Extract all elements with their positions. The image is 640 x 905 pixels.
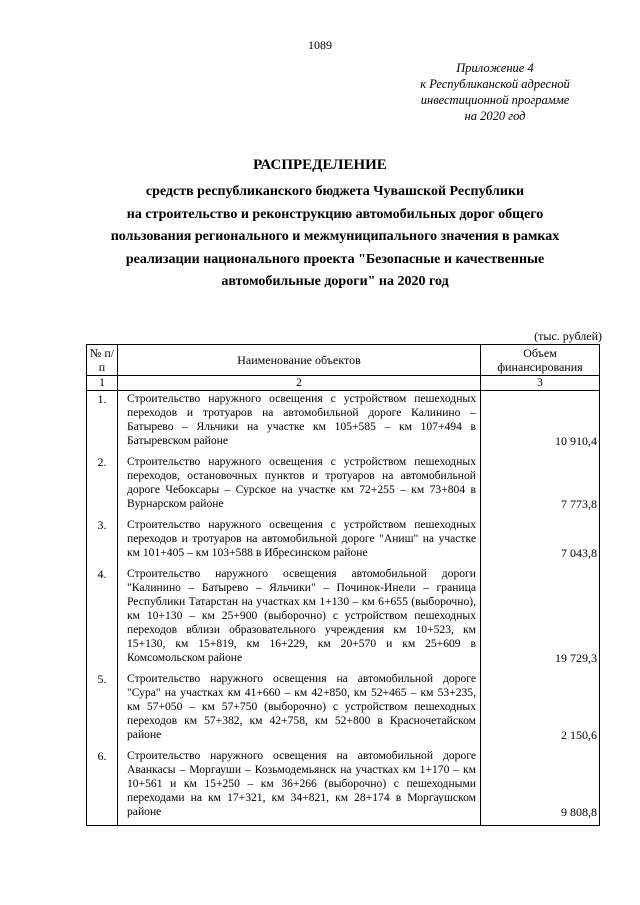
- appendix-line: на 2020 год: [464, 109, 526, 123]
- appendix-line: Приложение 4: [456, 61, 534, 75]
- header-name: Наименование объектов: [118, 345, 481, 376]
- appendix-line: инвестиционной программе: [420, 93, 570, 107]
- page-number: 1089: [308, 38, 332, 52]
- funding-amount: 7 773,8: [481, 454, 600, 517]
- distribution-table: [86, 344, 600, 826]
- object-name: Строительство наружного освещения на автомобильной дороге Аванкасы – Моргауши – Козьмодемьянск на участках км 1+170 – км 10+561 и км 15+250 – км 36+266 (выборочно) с пешеходными переходами на км 17+321, км 34+821, км 28+174 в Моргаушском районе: [118, 748, 481, 826]
- object-name: Строительство наружного освещения с устройством пешеходных переходов и тротуаров на автомобильной дороге Калинино – Батырево – Яльчики на участке км 105+585 – км 107+494 в Батыревском районе: [118, 391, 481, 455]
- table-row: [87, 748, 600, 826]
- table-row: [87, 671, 600, 748]
- funding-amount: 2 150,6: [481, 671, 600, 748]
- row-number: 2.: [87, 454, 118, 517]
- document-title: РАСПРЕДЕЛЕНИЕ: [253, 157, 387, 173]
- subtitle-line: пользования регионального и межмуниципального значения в рамках: [110, 229, 560, 244]
- row-number: 3.: [87, 517, 118, 566]
- funding-amount: 7 043,8: [481, 517, 600, 566]
- funding-amount: 9 808,8: [481, 748, 600, 826]
- column-number: 2: [118, 376, 481, 391]
- table-row: [87, 566, 600, 671]
- table-row: [87, 517, 600, 566]
- table-row: [87, 391, 600, 455]
- header-amount: Объем финансирования: [481, 345, 600, 376]
- object-name: Строительство наружного освещения на автомобильной дороге "Сура" на участках км 41+660 – км 42+850, км 52+465 – км 53+235, км 57+050 – км 57+750 (выборочно) с устройством пешеходных переходов км 57+382, км 42+758, км 52+800 в Красночетайском районе: [118, 671, 481, 748]
- subtitle-line: средств республиканского бюджета Чувашской Республики: [145, 184, 525, 199]
- row-number: 5.: [87, 671, 118, 748]
- units-note: (тыс. рублей): [534, 329, 602, 343]
- header-num: № п/п: [87, 345, 118, 376]
- subtitle-line: автомобильные дороги" на 2020 год: [221, 274, 449, 289]
- appendix-line: к Республиканской адресной: [420, 77, 570, 91]
- column-number: 1: [87, 376, 118, 391]
- column-number: 3: [481, 376, 600, 391]
- funding-amount: 19 729,3: [481, 566, 600, 671]
- object-name: Строительство наружного освещения с устройством пешеходных переходов, остановочных пунктов и тротуаров на автомобильной дороге Чебоксары – Сурское на участке км 72+255 – км 73+804 в Вурнарском районе: [118, 454, 481, 517]
- subtitle-line: на строительство и реконструкцию автомобильных дорог общего: [126, 206, 544, 222]
- object-name: Строительство наружного освещения автомобильной дороги "Калинино – Батырево – Яльчики" – Починок-Инели – граница Республики Татарстан на участках км 1+130 – км 6+655 (выборочно), км 10+130 – км 25+900 (выборочно) с устройством пешеходных переходов вблизи образовательного учреждения км 10+523, км 15+130, км 15+819, км 16+229, км 20+570 и км 25+609 в Комсомольском районе: [118, 566, 481, 671]
- row-number: 4.: [87, 566, 118, 671]
- table-row: [87, 454, 600, 517]
- row-number: 1.: [87, 391, 118, 455]
- document-subtitle: [80, 181, 590, 294]
- funding-amount: 10 910,4: [481, 391, 600, 455]
- object-name: Строительство наружного освещения с устройством пешеходных переходов и тротуаров на автомобильной дороге "Аниш" на участке км 101+405 – км 103+588 в Ибресинском районе: [118, 517, 481, 566]
- appendix-note: [380, 60, 610, 124]
- row-number: 6.: [87, 748, 118, 826]
- subtitle-line: реализации национального проекта "Безопасные и качественные: [125, 251, 545, 267]
